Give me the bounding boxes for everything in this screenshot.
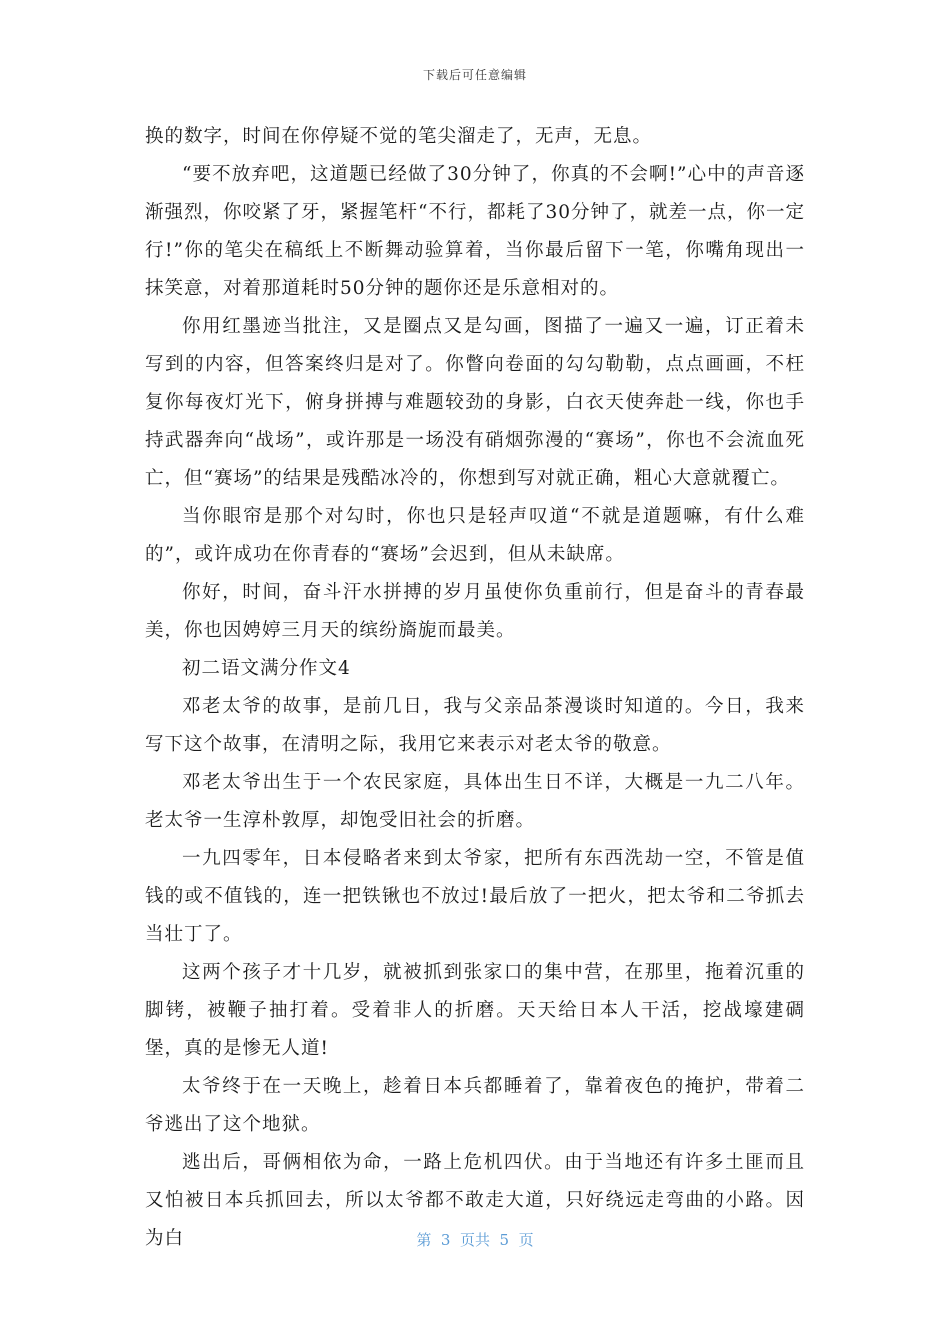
section-heading: 初二语文满分作文4 [182, 658, 351, 679]
document-body [145, 118, 805, 1258]
paragraph: 一九四零年，日本侵略者来到太爷家，把所有东西洗劫一空，不管是值钱的或不值钱的，连一把铁锹也不放过!最后放了一把火，把太爷和二爷抓去当壮丁了。 [145, 848, 805, 945]
paragraph: 你好，时间，奋斗汗水拼搏的岁月虽使你负重前行，但是奋斗的青春最美，你也因娉婷三月天的缤纷旖旎而最美。 [145, 582, 805, 641]
page-number-footer: 第 3 页共 5 页 [416, 1231, 534, 1249]
paragraph: 太爷终于在一天晚上，趁着日本兵都睡着了，靠着夜色的掩护，带着二爷逃出了这个地狱。 [145, 1076, 805, 1135]
paragraph: 当你眼帘是那个对勾时，你也只是轻声叹道“不就是道题嘛，有什么难的”，或许成功在你青春的“赛场”会迟到，但从未缺席。 [145, 506, 805, 565]
paragraph: 这两个孩子才十几岁，就被抓到张家口的集中营，在那里，拖着沉重的脚铐，被鞭子抽打着。受着非人的折磨。天天给日本人干活，挖战壕建碉堡，真的是惨无人道! [145, 962, 805, 1059]
paragraph: 你用红墨迹当批注，又是圈点又是勾画，图描了一遍又一遍，订正着未写到的内容，但答案终归是对了。你瞥向卷面的勾勾勒勒，点点画画，不枉复你每夜灯光下，俯身拼搏与难题较劲的身影，白衣天使奔赴一线，你也手持武器奔向“战场”，或许那是一场没有硝烟弥漫的“赛场”，你也不会流血死亡，但“赛场”的结果是残酷冰冷的，你想到写对就正确，粗心大意就覆亡。 [145, 316, 805, 489]
paragraph: 逃出后，哥俩相依为命，一路上危机四伏。由于当地还有许多土匪而且又怕被日本兵抓回去，所以太爷都不敢走大道，只好绕远走弯曲的小路。因为白 [145, 1152, 805, 1249]
page-header-note: 下载后可任意编辑 [422, 68, 527, 82]
paragraph: “要不放弃吧，这道题已经做了30分钟了，你真的不会啊!”心中的声音逐渐强烈，你咬紧了牙，紧握笔杆“不行，都耗了30分钟了，就差一点，你一定行!”你的笔尖在稿纸上不断舞动验算着，当你最后留下一笔，你嘴角现出一抹笑意，对着那道耗时50分钟的题你还是乐意相对的。 [145, 164, 806, 299]
paragraph: 邓老太爷出生于一个农民家庭，具体出生日不详，大概是一九二八年。老太爷一生淳朴敦厚，却饱受旧社会的折磨。 [145, 772, 805, 831]
paragraph: 换的数字，时间在你停疑不觉的笔尖溜走了，无声，无息。 [145, 126, 653, 147]
paragraph: 邓老太爷的故事，是前几日，我与父亲品茶漫谈时知道的。今日，我来写下这个故事，在清明之际，我用它来表示对老太爷的敬意。 [145, 696, 805, 755]
